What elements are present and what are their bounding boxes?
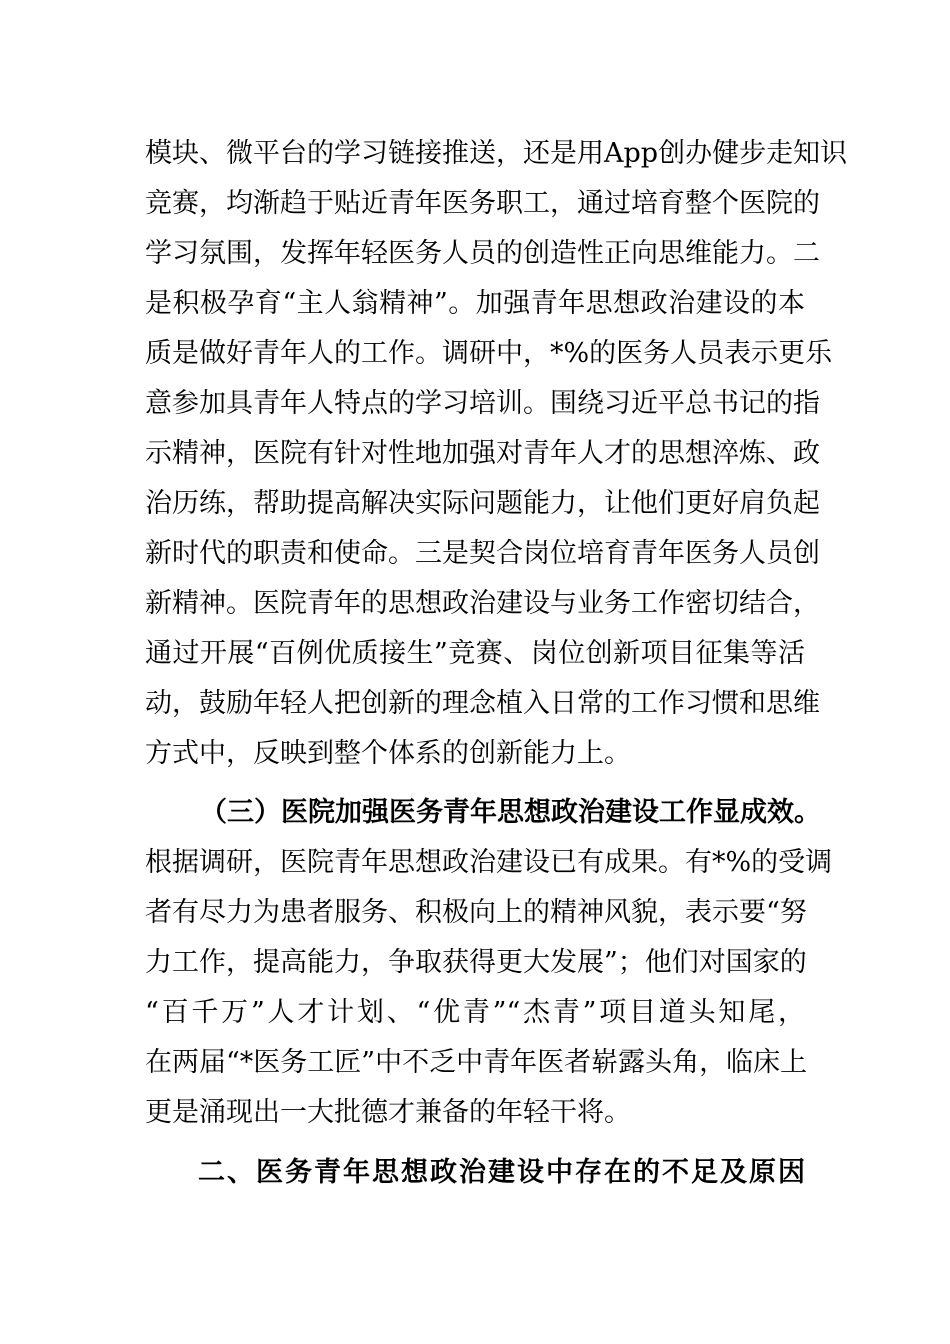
paragraph-line: 根据调研，医院青年思想政治建设已有成果。有*%的受调 xyxy=(145,847,833,878)
paragraph-line: 质是做好青年人的工作。调研中，*%的医务人员表示更乐 xyxy=(145,338,833,369)
section-heading-2: 二、医务青年思想政治建设中存在的不足及原因 xyxy=(198,1157,807,1188)
paragraph-line: “百千万”人才计划、“优青”“杰青”项目道头知尾， xyxy=(145,997,805,1028)
paragraph-line: 新时代的职责和使命。三是契合岗位培育青年医务人员创 xyxy=(145,538,820,569)
paragraph-line: 方式中，反映到整个体系的创新能力上。 xyxy=(145,738,631,769)
paragraph-line: 治历练，帮助提高解决实际问题能力，让他们更好肩负起 xyxy=(145,488,820,519)
paragraph-line: 示精神，医院有针对性地加强对青年人才的思想淬炼、政 xyxy=(145,438,820,469)
paragraph-line: 在两届“*医务工匠”中不乏中青年医者崭露头角，临床上 xyxy=(145,1047,808,1078)
paragraph-line: 者有尽力为患者服务、积极向上的精神风貌，表示要“努 xyxy=(145,897,807,928)
paragraph-line: 力工作，提高能力，争取获得更大发展”；他们对国家的 xyxy=(145,947,807,978)
paragraph-line: 是积极孕育“主人翁精神”。加强青年思想政治建设的本 xyxy=(145,288,805,319)
paragraph-line: 更是涌现出一大批德才兼备的年轻干将。 xyxy=(145,1097,631,1128)
paragraph-line: 模块、微平台的学习链接推送，还是用App创办健步走知识 xyxy=(145,138,848,169)
paragraph-line: 学习氛围，发挥年轻医务人员的创造性正向思维能力。二 xyxy=(145,238,820,269)
paragraph-line: 动，鼓励年轻人把创新的理念植入日常的工作习惯和思维 xyxy=(145,688,820,719)
paragraph-line: 新精神。医院青年的思想政治建设与业务工作密切结合， xyxy=(145,588,820,619)
paragraph-line: 意参加具青年人特点的学习培训。围绕习近平总书记的指 xyxy=(145,388,820,419)
section-heading-3: （三）医院加强医务青年思想政治建设工作显成效。 xyxy=(200,797,821,828)
paragraph-line: 竞赛，均渐趋于贴近青年医务职工，通过培育整个医院的 xyxy=(145,188,820,219)
paragraph-line: 通过开展“百例优质接生”竞赛、岗位创新项目征集等活 xyxy=(145,638,805,669)
